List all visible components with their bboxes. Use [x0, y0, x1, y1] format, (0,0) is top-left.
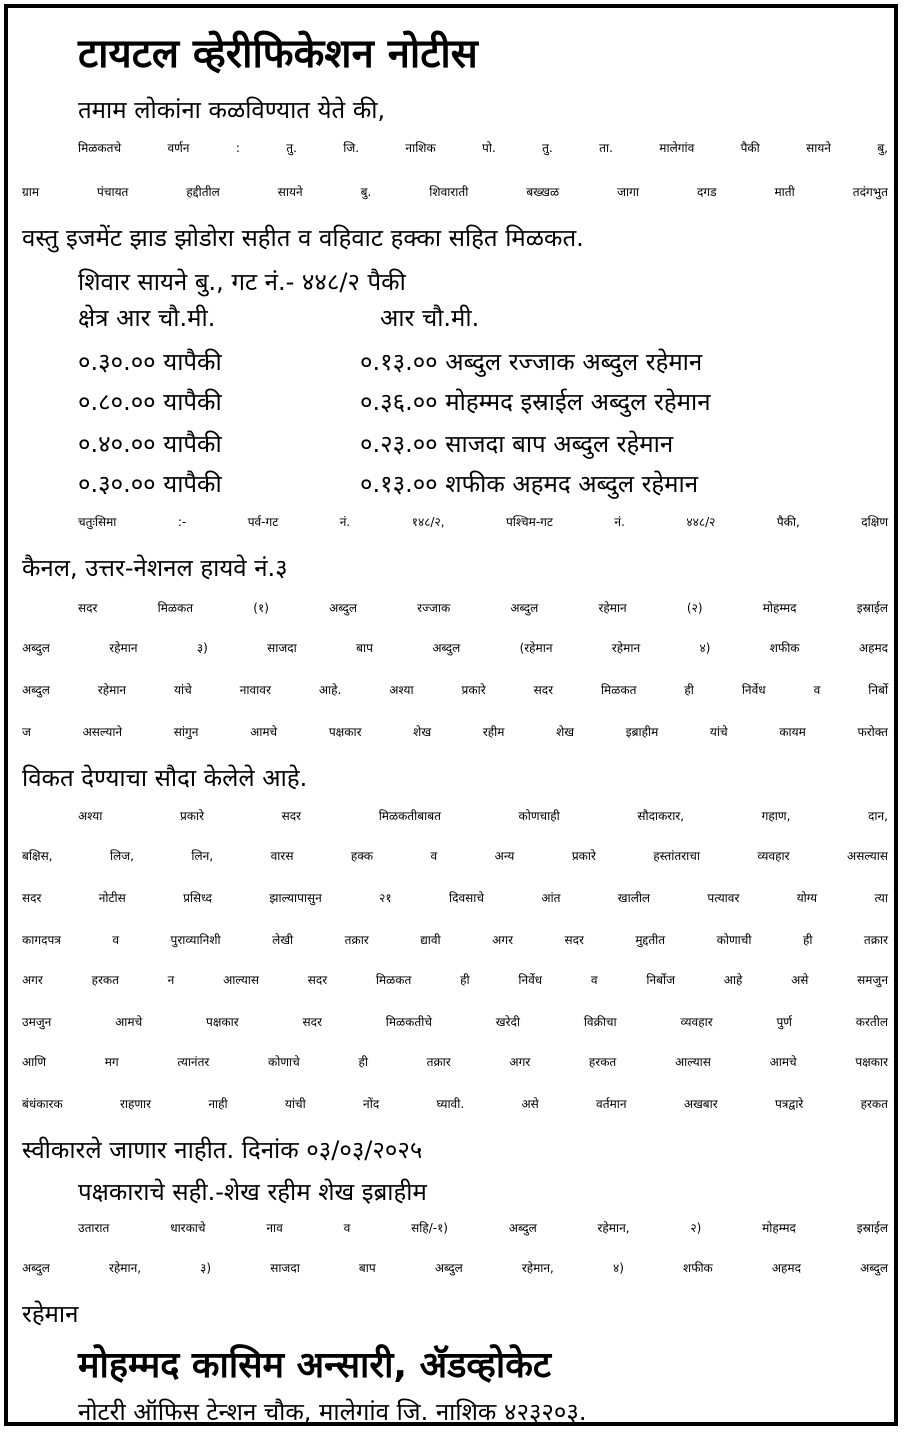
para1-line-1: सदर मिळकत (१) अब्दुल रज्जाक अब्दुल रहेमान (२) मोहम्मद इस्राईल: [78, 601, 888, 615]
table-row-share: ०.१३.०० अब्दुल रज्जाक अब्दुल रहेमान: [360, 348, 703, 376]
description-line-3: वस्तु इजमेंट झाड झोडोरा सहीत व वहिवाट हक्का सहित मिळकत.: [22, 224, 584, 252]
notice-title: टायटल व्हेरीफिकेशन नोटीस: [78, 31, 478, 77]
para1-line-5: विकत देण्याचा सौदा केलेले आहे.: [22, 764, 308, 792]
para2-line-7: आणि मग त्यानंतर कोणाचे ही तक्रार अगर हरकत आल्यास आमचे पक्षकार: [22, 1055, 888, 1069]
table-row-total: ०.८०.०० यापैकी: [78, 388, 222, 416]
para2-line-9: स्वीकारले जाणार नाहीत. दिनांक ०३/०३/२०२५: [22, 1136, 423, 1164]
para2-line-3: सदर नोटीस प्रसिध्द झाल्यापासुन २१ दिवसाचे आंत खालील पत्यावर योग्य त्या: [22, 891, 888, 905]
holders-line-2: अब्दुल रहेमान, ३) साजदा बाप अब्दुल रहेमान, ४) शफीक अहमद अब्दुल: [22, 1261, 888, 1275]
description-line-1: मिळकतचे वर्णन : तु. जि. नाशिक पो. तु. ता. मालेगांव पैकी सायने बु,: [78, 141, 888, 155]
para2-line-2: बक्षिस, लिज, लिन, वारस हक्क व अन्य प्रकारे हस्तांतराचा व्यवहार असल्यास: [22, 849, 888, 863]
para2-line-6: उमजुन आमचे पक्षकार सदर मिळकतीचे खरेदी विक्रीचा व्यवहार पुर्ण करतील: [22, 1015, 888, 1029]
table-row-total: ०.३०.०० यापैकी: [78, 348, 222, 376]
table-row-share: ०.१३.०० शफीक अहमद अब्दुल रहेमान: [360, 470, 699, 498]
para1-line-3: अब्दुल रहेमान यांचे नावावर आहे. अश्या प्रकारे सदर मिळकत ही निर्वेध व निर्बो: [22, 683, 888, 697]
client-signature: पक्षकाराचे सही.-शेख रहीम शेख इब्राहीम: [78, 1178, 427, 1206]
para2-line-8: बंधंकारक राहणार नाही यांची नोंद घ्यावी. असे वर्तमान अखबार पत्रद्वारे हरकत: [22, 1097, 888, 1111]
table-header-area: क्षेत्र आर चौ.मी.: [78, 304, 216, 332]
para1-line-2: अब्दुल रहेमान ३) साजदा बाप अब्दुल (रहेमान रहेमान ४) शफीक अहमद: [22, 641, 888, 655]
advocate-address: नोटरी ऑफिस टेन्शन चौक, मालेगांव जि. नाशिक ४२३२०३.: [78, 1398, 587, 1426]
table-row-share: ०.३६.०० मोहम्मद इस्राईल अब्दुल रहेमान: [360, 388, 711, 416]
title-verification-notice: [4, 4, 898, 1426]
table-row-total: ०.३०.०० यापैकी: [78, 470, 222, 498]
intro-line: तमाम लोकांना कळविण्यात येते की,: [78, 96, 386, 124]
para2-line-5: अगर हरकत न आल्यास सदर मिळकत ही निर्वेध व निर्बोज आहे असे समजुन: [22, 973, 888, 987]
table-header-share: आर चौ.मी.: [380, 304, 480, 332]
description-line-2: ग्राम पंचायत हद्दीतील सायने बु. शिवाराती बख्खळ जागा दगड माती तदंगभुत: [22, 185, 888, 199]
para2-line-1: अश्या प्रकारे सदर मिळकतीबाबत कोणचाही सौदाकरार, गहाण, दान,: [78, 809, 888, 823]
para2-line-4: कागदपत्र व पुराव्यानिशी लेखी तक्रार द्यावी अगर सदर मुद्दतीत कोणाची ही तक्रार: [22, 933, 888, 947]
table-row-total: ०.४०.०० यापैकी: [78, 430, 222, 458]
table-row-share: ०.२३.०० साजदा बाप अब्दुल रहेमान: [360, 430, 674, 458]
advocate-name: मोहम्मद कासिम अन्सारी, ॲडव्होकेट: [78, 1345, 552, 1386]
holders-line-3: रहेमान: [22, 1300, 79, 1328]
para1-line-4: ज असल्याने सांगुन आमचे पक्षकार शेख रहीम शेख इब्राहीम यांचे कायम फरोक्त: [22, 725, 888, 739]
survey-number: शिवार सायने बु., गट नं.- ४४८/२ पैकी: [78, 268, 406, 296]
boundaries-line-2: कैनल, उत्तर-नेशनल हायवे नं.३: [22, 554, 288, 582]
holders-line-1: उतारात धारकाचे नाव व सहि/-१) अब्दुल रहेमान, २) मोहम्मद इस्राईल: [78, 1221, 888, 1235]
boundaries-line-1: चतुःसिमा :- पर्व-गट नं. १४८/२, पश्चिम-गट नं. ४४८/२ पैकी, दक्षिण: [78, 515, 888, 529]
